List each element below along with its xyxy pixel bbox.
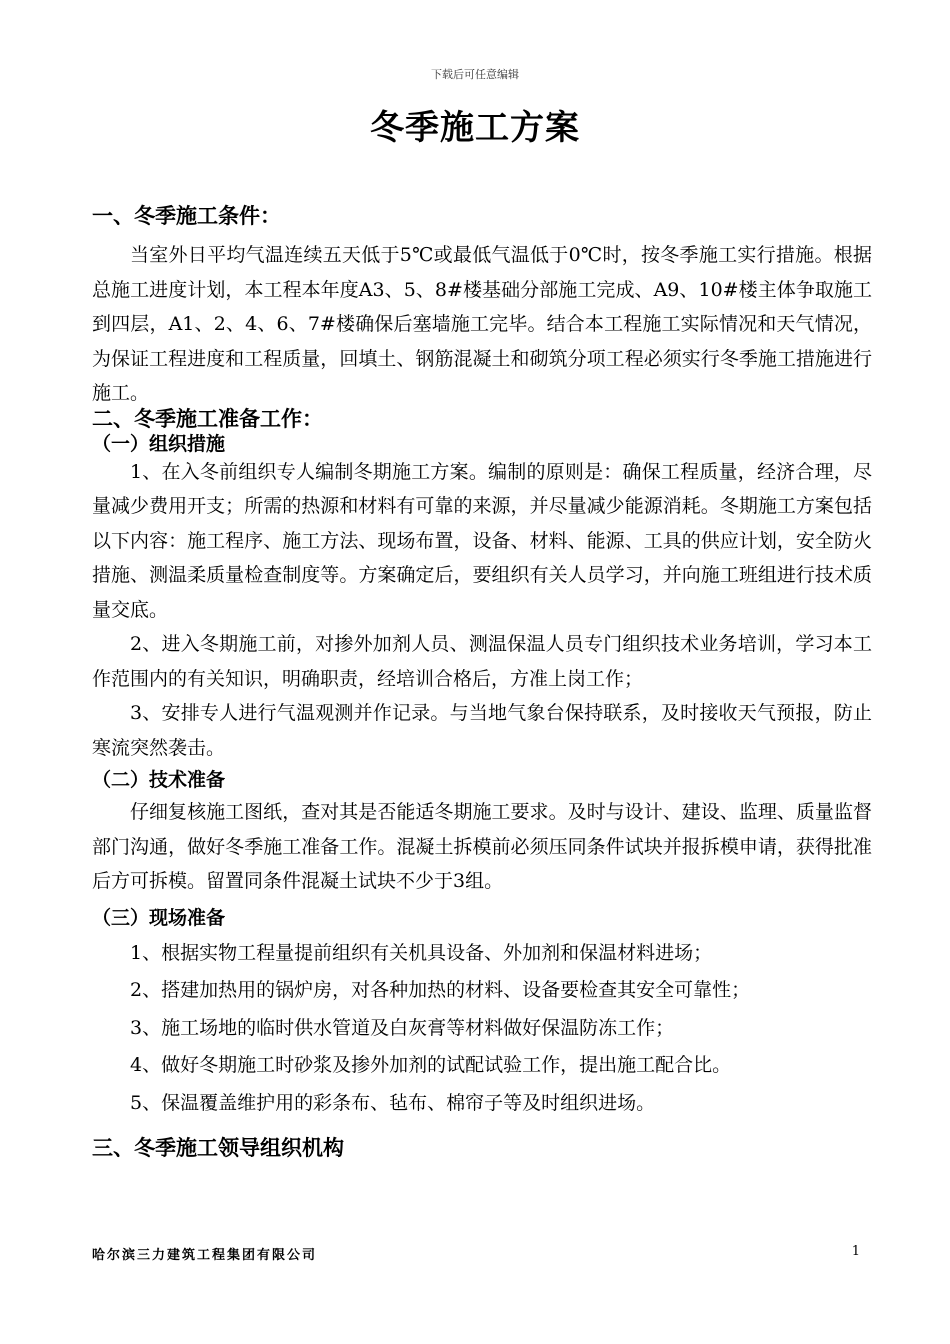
site-preparation-list xyxy=(92,935,872,1123)
organization-paragraph-3: 3、安排专人进行气温观测并作记录。与当地气象台保持联系，及时接收天气预报，防止寒流突然袭击。 xyxy=(92,702,872,759)
subsection-organization-heading: （一）组织措施 xyxy=(92,432,226,455)
list-item: 1、根据实物工程量提前组织有关机具设备、外加剂和保温材料进场； xyxy=(130,941,713,964)
list-item: 5、保温覆盖维护用的彩条布、毡布、棉帘子等及时组织进场。 xyxy=(130,1091,656,1114)
section-1-heading: 一、冬季施工条件： xyxy=(92,204,281,228)
header-note: 下载后可任意编辑 xyxy=(431,68,519,81)
subsection-technical-heading: （二）技术准备 xyxy=(92,769,226,791)
document-title: 冬季施工方案 xyxy=(370,108,580,148)
section-1-paragraph: 当室外日平均气温连续五天低于5℃或最低气温低于0℃时，按冬季施工实行措施。根据总施工进度计划，本工程本年度A3、5、8#楼基础分部施工完成、A9、10#楼主体争取施工到四层，A1、2、4、6、7#楼确保后塞墙施工完毕。结合本工程施工实际情况和天气情况，为保证工程进度和工程质量，回填土、钢筋混凝土和砌筑分项工程必须实行冬季施工措施进行施工。 xyxy=(92,244,872,404)
list-item: 4、做好冬期施工时砂浆及掺外加剂的试配试验工作，提出施工配合比。 xyxy=(130,1054,732,1076)
document-body xyxy=(92,198,872,1166)
technical-paragraph: 仔细复核施工图纸，查对其是否能适冬期施工要求。及时与设计、建设、监理、质量监督部门沟通，做好冬季施工准备工作。混凝土拆模前必须压同条件试块并报拆模申请，获得批准后方可拆模。留置同条件混凝土试块不少于3组。 xyxy=(92,801,872,892)
section-3-heading: 三、冬季施工领导组织机构 xyxy=(92,1136,344,1160)
list-item: 2、搭建加热用的锅炉房，对各种加热的材料、设备要检查其安全可靠性； xyxy=(130,979,751,1001)
section-2-heading: 二、冬季施工准备工作： xyxy=(92,406,323,431)
list-item: 3、施工场地的临时供水管道及白灰膏等材料做好保温防冻工作； xyxy=(130,1016,675,1039)
footer-company-name: 哈尔滨三力建筑工程集团有限公司 xyxy=(92,1248,318,1263)
organization-paragraph-1: 1、在入冬前组织专人编制冬期施工方案。编制的原则是：确保工程质量，经济合理，尽量减少费用开支；所需的热源和材料有可靠的来源，并尽量减少能源消耗。冬期施工方案包括以下内容：施工程序、施工方法、现场布置，设备、材料、能源、工具的供应计划，安全防火措施、测温柔质量检查制度等。方案确定后，要组织有关人员学习，并向施工班组进行技术质量交底。 xyxy=(92,460,872,621)
subsection-site-heading: （三）现场准备 xyxy=(92,906,226,929)
page-number: 1 xyxy=(851,1244,860,1259)
organization-paragraph-2: 2、进入冬期施工前，对掺外加剂人员、测温保温人员专门组织技术业务培训，学习本工作范围内的有关知识，明确职责，经培训合格后，方准上岗工作； xyxy=(92,633,872,690)
